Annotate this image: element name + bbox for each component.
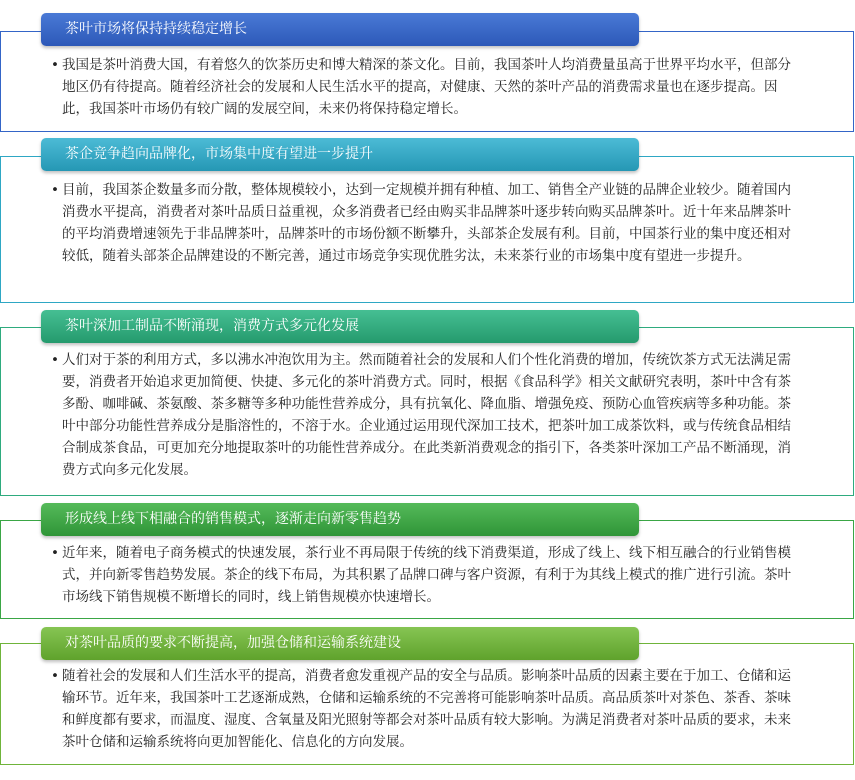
section-body-text: 目前，我国茶企数量多而分散，整体规模较小，达到一定规模并拥有种植、加工、销售全产业链的品牌企业较少。随着国内消费水平提高，消费者对茶叶品质日益重视，众多消费者已经由购买非品牌茶叶逐步转向购买品牌茶叶。近十年来品牌茶叶的平均消费增速领先于非品牌茶叶，品牌茶叶的市场份额不断攀升，头部茶企发展有利。目前，中国茶行业的集中度还相对较低，随着头部茶企品牌建设的不断完善，通过市场竞争实现优胜劣汰，未来茶行业的市场集中度有望进一步提升。 — [62, 182, 791, 264]
section-body-text: 近年来，随着电子商务模式的快速发展，茶行业不再局限于传统的线下消费渠道，形成了线上、线下相互融合的行业销售模式，并向新零售趋势发展。茶企的线下布局，为其积累了品牌口碑与客户资源，有利于为其线上模式的推广进行引流。茶叶市场线下销售规模不断增长的同时，线上销售规模亦快速增长。 — [62, 545, 791, 605]
bullet-icon: • — [51, 352, 59, 368]
section-body-text: 随着社会的发展和人们生活水平的提高，消费者愈发重视产品的安全与品质。影响茶叶品质的因素主要在于加工、仓储和运输环节。近年来，我国茶叶工艺逐渐成熟，仓储和运输系统的不完善将可能影响茶叶品质。高品质茶叶对茶色、茶香、茶味和鲜度都有要求，而温度、湿度、含氧量及阳光照射等都会对茶叶品质有较大影响。为满足消费者对茶叶品质的要求，未来茶叶仓储和运输系统将向更加智能化、信息化的方向发展。 — [62, 668, 791, 750]
bullet-icon: • — [51, 545, 59, 561]
section-body — [51, 542, 797, 608]
section-heading: 茶叶市场将保持持续稳定增长 — [41, 13, 639, 46]
bullet-icon: • — [51, 57, 59, 73]
section-body — [51, 349, 797, 481]
bullet-icon: • — [51, 182, 59, 198]
section-heading: 对茶叶品质的要求不断提高，加强仓储和运输系统建设 — [41, 627, 639, 660]
section-body — [51, 179, 797, 267]
section-body-text: 人们对于茶的利用方式，多以沸水冲泡饮用为主。然而随着社会的发展和人们个性化消费的增加，传统饮茶方式无法满足需要，消费者开始追求更加简便、快捷、多元化的茶叶消费方式。同时，根据《食品科学》相关文献研究表明，茶叶中含有茶多酚、咖啡碱、茶氨酸、茶多糖等多种功能性营养成分，具有抗氧化、降血脂、增强免疫、预防心血管疾病等多种功能。茶叶中部分功能性营养成分是脂溶性的，不溶于水。企业通过运用现代深加工技术，把茶叶加工成茶饮料，或与传统食品相结合制成茶食品，可更加充分地提取茶叶的功能性营养成分。在此类新消费观念的指引下，各类茶叶深加工产品不断涌现，消费方式向多元化发展。 — [62, 352, 791, 478]
bullet-icon: • — [51, 668, 59, 684]
section-heading: 形成线上线下相融合的销售模式，逐渐走向新零售趋势 — [41, 503, 639, 536]
section-heading: 茶企竞争趋向品牌化，市场集中度有望进一步提升 — [41, 138, 639, 171]
section-body-text: 我国是茶叶消费大国，有着悠久的饮茶历史和博大精深的茶文化。目前，我国茶叶人均消费量虽高于世界平均水平，但部分地区仍有待提高。随着经济社会的发展和人民生活水平的提高，对健康、天然的茶叶产品的消费需求量也在逐步提高。因此，我国茶叶市场仍有较广阔的发展空间，未来仍将保持稳定增长。 — [62, 57, 791, 117]
section-body — [51, 665, 797, 753]
section-heading: 茶叶深加工制品不断涌现，消费方式多元化发展 — [41, 310, 639, 343]
section-body — [51, 54, 797, 120]
